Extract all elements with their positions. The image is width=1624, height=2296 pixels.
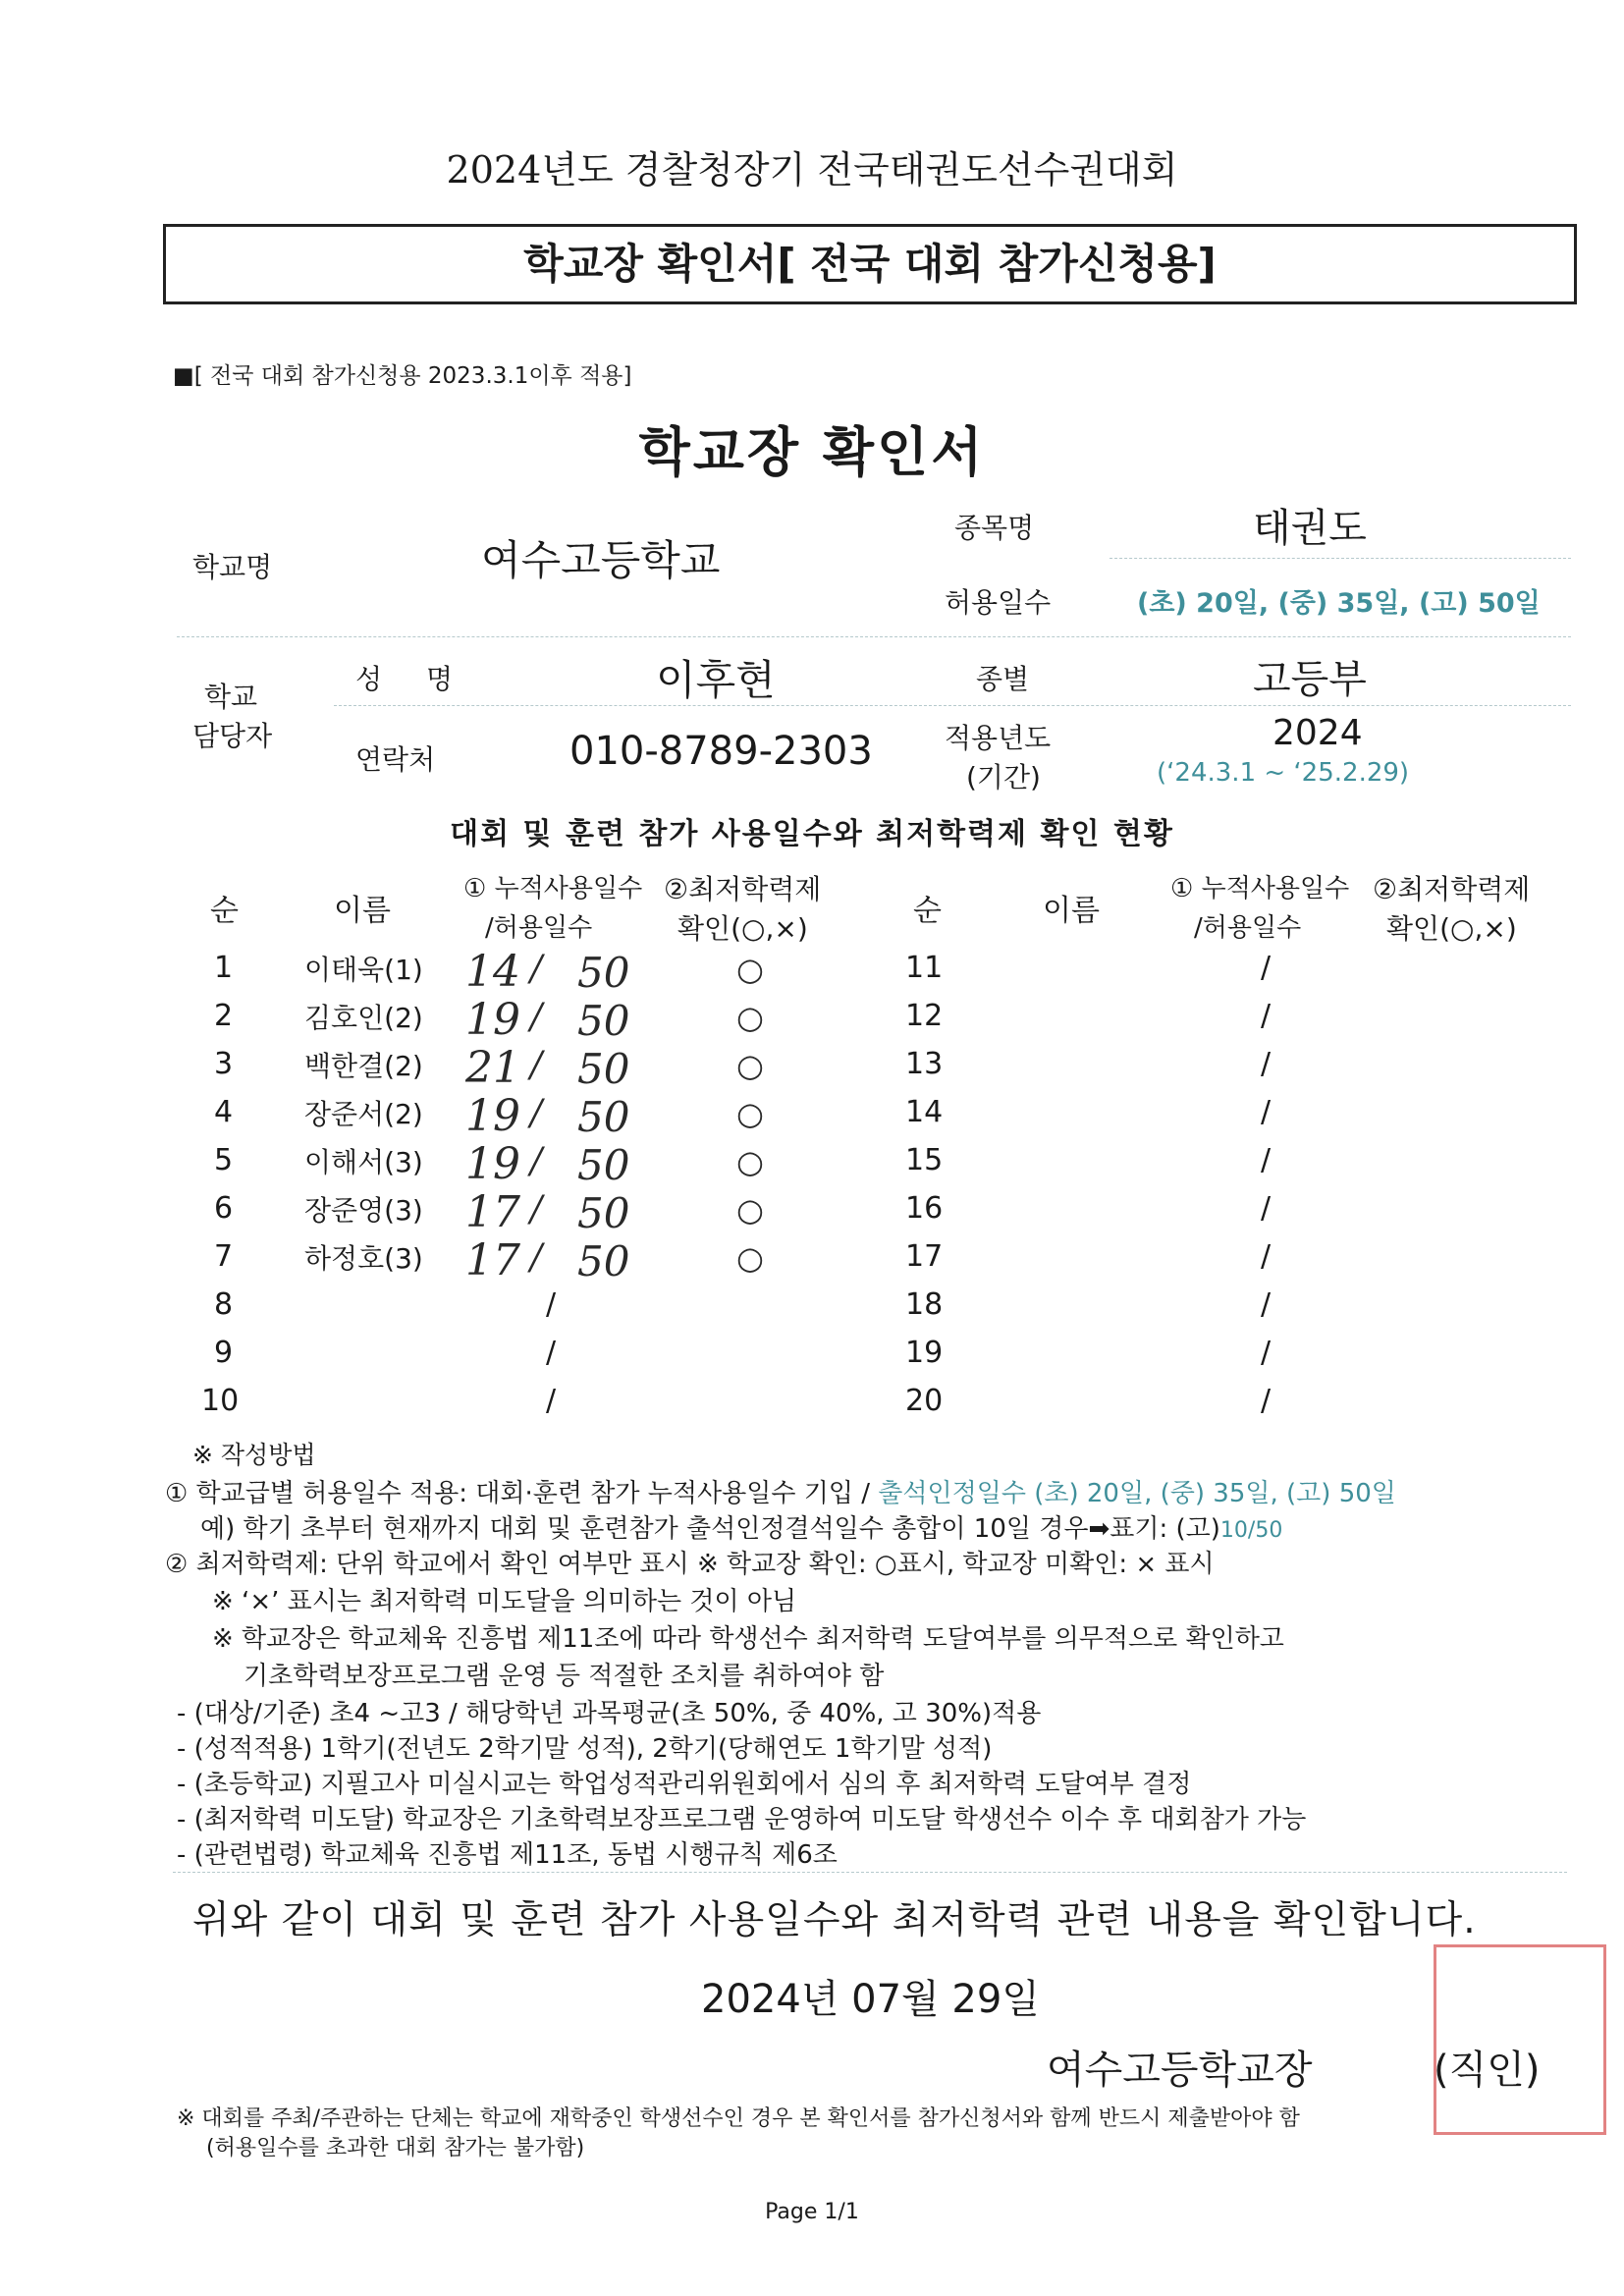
row-number: 12	[905, 999, 944, 1033]
row-allowed-days: 50	[577, 997, 630, 1045]
row-name: 장준영(3)	[304, 1194, 423, 1227]
row-allowed-days: 50	[577, 1189, 630, 1237]
row-number: 6	[214, 1191, 234, 1226]
row-used-days: 17	[465, 1235, 520, 1285]
year-period: (‘24.3.1 ~ ‘25.2.29)	[1157, 758, 1410, 788]
confirm-statement: 위와 같이 대회 및 훈련 참가 사용일수와 최저학력 관련 내용을 확인합니다.	[192, 1898, 1477, 1942]
title-box	[163, 224, 1577, 304]
row-slash: /	[530, 1093, 543, 1133]
row-used-days: 19	[465, 1091, 520, 1141]
official-seal-stamp	[1434, 1944, 1606, 2135]
row-number: 3	[214, 1047, 234, 1081]
category-value: 고등부	[1253, 657, 1367, 702]
row-number: 4	[214, 1095, 234, 1129]
header-days-2-right: /허용일수	[1194, 913, 1302, 943]
row-name: 이해서(3)	[304, 1146, 423, 1178]
method-line-2	[200, 1508, 1282, 1545]
allowed-value: (초) 20일, (중) 35일, (고) 50일	[1137, 588, 1541, 619]
row-slash: /	[1261, 1047, 1272, 1081]
header-min-1: ②최저학력제	[664, 873, 822, 905]
sport-label: 종목명	[954, 512, 1035, 544]
year-label-1: 적용년도	[945, 722, 1052, 754]
row-name: 장준서(2)	[304, 1098, 423, 1130]
method-line-5: ※ 학교장은 학교체육 진흥법 제11조에 따라 학생선수 최저학력 도달여부를 의무적으로 확인하고	[212, 1624, 1284, 1654]
row-number: 5	[214, 1143, 234, 1177]
header-no-right: 순	[913, 894, 942, 928]
row-min-check: ○	[736, 999, 764, 1036]
row-allowed-days: 50	[577, 1093, 630, 1141]
method-line-10: - (최저학력 미도달) 학교장은 기초학력보장프로그램 운영하여 미도달 학생선수 이수 후 대회참가 가능	[177, 1805, 1307, 1834]
allowed-label: 허용일수	[945, 586, 1052, 619]
method-line-2-text: 예) 학기 초부터 현재까지 대회 및 훈련참가 출석인정결석일수 총합이 10일 경우➡표기: (고)	[200, 1514, 1220, 1544]
row-number: 1	[214, 951, 234, 985]
footer-note-1: ※ 대회를 주최/주관하는 단체는 학교에 재학중인 학생선수인 경우 본 확인서를 참가신청서와 함께 반드시 제출받아야 함	[177, 2106, 1300, 2131]
row-slash: /	[1261, 1384, 1272, 1418]
header-min-2-right: 확인(○,×)	[1386, 912, 1517, 945]
seal-label: (직인)	[1434, 2048, 1541, 2093]
row-slash: /	[1261, 1336, 1272, 1370]
row-number: 19	[905, 1336, 944, 1370]
row-used-days: 14	[465, 947, 520, 997]
method-line-1	[165, 1473, 1396, 1509]
method-line-2-example: 10/50	[1219, 1518, 1283, 1543]
row-allowed-days: 50	[577, 1045, 630, 1093]
method-line-1-text: ① 학교급별 허용일수 적용: 대회·훈련 참가 누적사용일수 기입 /	[165, 1479, 879, 1508]
row-number: 9	[214, 1336, 234, 1370]
year-label-2: (기간)	[966, 761, 1041, 793]
row-allowed-days: 50	[577, 949, 630, 997]
method-line-11: - (관련법령) 학교체육 진흥법 제11조, 동법 시행규칙 제6조	[177, 1840, 838, 1870]
header-min-1-right: ②최저학력제	[1373, 873, 1531, 905]
row-slash: /	[1261, 1095, 1272, 1129]
contact-label: 연락처	[355, 743, 436, 776]
row-number: 11	[905, 951, 944, 985]
confirm-date: 2024년 07월 29일	[701, 1977, 1040, 2022]
row-number: 8	[214, 1287, 234, 1322]
contact-value: 010-8789-2303	[569, 729, 873, 774]
row-slash: /	[530, 1189, 543, 1230]
row-slash: /	[1261, 1143, 1272, 1177]
name-label: 성 명	[355, 663, 470, 695]
school-value: 여수고등학교	[481, 536, 721, 584]
sport-value: 태권도	[1253, 506, 1367, 551]
row-number: 14	[905, 1095, 944, 1129]
row-used-days: 21	[465, 1043, 520, 1093]
manager-label-2: 담당자	[192, 720, 273, 752]
row-slash: /	[1261, 1239, 1272, 1274]
header-name: 이름	[334, 894, 391, 928]
row-used-days: 17	[465, 1187, 520, 1237]
main-title: 학교장 확인서	[638, 421, 986, 483]
row-number: 16	[905, 1191, 944, 1226]
row-slash: /	[1261, 951, 1272, 985]
row-number: 13	[905, 1047, 944, 1081]
row-number: 15	[905, 1143, 944, 1177]
header-days-2: /허용일수	[485, 913, 593, 943]
row-min-check: ○	[736, 1143, 764, 1180]
method-line-9: - (초등학교) 지필고사 미실시교는 학업성적관리위원회에서 심의 후 최저학력 도달여부 결정	[177, 1770, 1192, 1799]
row-min-check: ○	[736, 1239, 764, 1277]
row-number: 10	[201, 1384, 240, 1418]
row-slash: /	[530, 1237, 543, 1278]
method-title: ※ 작성방법	[192, 1441, 316, 1469]
table-title: 대회 및 훈련 참가 사용일수와 최저학력제 확인 현황	[450, 817, 1174, 851]
row-number: 20	[905, 1384, 944, 1418]
row-min-check: ○	[736, 1047, 764, 1084]
row-slash: /	[1261, 999, 1272, 1033]
header-days-1-right: ① 누적사용일수	[1170, 874, 1350, 903]
row-min-check: ○	[736, 1191, 764, 1229]
header-days-1: ① 누적사용일수	[463, 874, 643, 903]
school-label: 학교명	[192, 551, 273, 583]
header-no: 순	[210, 894, 239, 928]
row-slash: /	[530, 997, 543, 1037]
event-title: 2024년도 경찰청장기 전국태권도선수권대회	[446, 148, 1178, 191]
row-slash: /	[530, 1045, 543, 1085]
row-number: 18	[905, 1287, 944, 1322]
method-line-4: ※ ‘×’ 표시는 최저학력 미도달을 의미하는 것이 아님	[212, 1587, 797, 1616]
row-slash: /	[530, 1141, 543, 1181]
header-name-right: 이름	[1043, 894, 1100, 928]
row-slash: /	[546, 1336, 557, 1370]
category-label: 종별	[976, 663, 1030, 695]
row-name: 백한결(2)	[304, 1050, 423, 1082]
row-number: 7	[214, 1239, 234, 1274]
row-used-days: 19	[465, 1139, 520, 1189]
row-slash: /	[546, 1384, 557, 1418]
row-min-check: ○	[736, 1095, 764, 1132]
method-line-6: 기초학력보장프로그램 운영 등 적절한 조치를 취하여야 함	[244, 1662, 885, 1691]
manager-label-1: 학교	[204, 681, 258, 713]
row-allowed-days: 50	[577, 1141, 630, 1189]
row-number: 2	[214, 999, 234, 1033]
row-name: 김호인(2)	[304, 1002, 423, 1034]
row-slash: /	[546, 1287, 557, 1322]
box-title: 학교장 확인서[ 전국 대회 참가신청용]	[523, 240, 1217, 288]
method-line-8: - (성적적용) 1학기(전년도 2학기말 성적), 2학기(당해연도 1학기말 성적)	[177, 1734, 993, 1764]
principal-name: 여수고등학교장	[1047, 2048, 1313, 2093]
name-value: 이후현	[656, 656, 776, 704]
row-name: 하정호(3)	[304, 1242, 423, 1275]
method-line-3: ② 최저학력제: 단위 학교에서 확인 여부만 표시 ※ 학교장 확인: ○표시, 학교장 미확인: × 표시	[165, 1550, 1215, 1579]
footer-note-2: (허용일수를 초과한 대회 참가는 불가함)	[206, 2136, 585, 2160]
row-number: 17	[905, 1239, 944, 1274]
page-number: Page 1/1	[765, 2200, 859, 2224]
row-name: 이태욱(1)	[304, 954, 423, 986]
method-line-1-highlight: 출석인정일수 (초) 20일, (중) 35일, (고) 50일	[878, 1479, 1396, 1508]
method-line-7: - (대상/기준) 초4 ~고3 / 해당학년 과목평균(초 50%, 중 40%, 고 30%)적용	[177, 1699, 1042, 1728]
applicability-note: ■[ 전국 대회 참가신청용 2023.3.1이후 적용]	[173, 363, 632, 389]
year-value: 2024	[1272, 713, 1363, 753]
row-slash: /	[1261, 1287, 1272, 1322]
row-used-days: 19	[465, 995, 520, 1045]
row-slash: /	[1261, 1191, 1272, 1226]
row-min-check: ○	[736, 951, 764, 988]
header-min-2: 확인(○,×)	[677, 912, 808, 945]
row-slash: /	[530, 949, 543, 989]
row-allowed-days: 50	[577, 1237, 630, 1285]
